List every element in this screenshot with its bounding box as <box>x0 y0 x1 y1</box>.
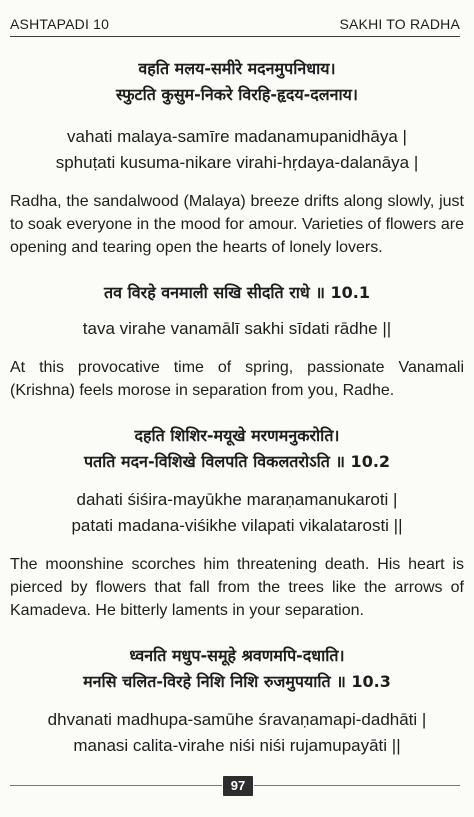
verse-block-3 <box>0 423 474 622</box>
translation-paragraph: Radha, the sandalwood (Malaya) breeze drifts along slowly, just to soak everyone in the mood for amour. Varieties of flowers are opening and tearing open the hearts of lonely lovers. <box>10 193 464 256</box>
verse-block-4 <box>0 643 474 759</box>
running-header <box>10 16 460 32</box>
transliteration-line: manasi calita-virahe niśi niśi rujamupayāti || <box>73 736 401 755</box>
devanagari-line: दहति शिशिर-मयूखे मरणमनुकरोति। <box>134 426 340 445</box>
footer-rule <box>254 785 460 786</box>
translation-paragraph: At this provocative time of spring, passionate Vanamali (Krishna) feels morose in separation from you, Radhe. <box>10 359 464 399</box>
header-rule <box>10 36 460 37</box>
devanagari-line: पतति मदन-विशिखे विलपति विकलतरोऽति ॥ 10.2 <box>83 452 391 471</box>
translation-paragraph: The moonshine scorches him threatening death. His heart is pierced by flowers that fall from the trees like the arrows of Kamadeva. He bitterly laments in your separation. <box>10 556 464 619</box>
transliteration-line: patati madana-viśikhe vilapati vikalatarosti || <box>71 516 403 535</box>
transliteration-line: vahati malaya-samīre madanamupanidhāya | <box>67 127 407 146</box>
verse-block-2 <box>0 280 474 402</box>
footer-rule <box>10 785 222 786</box>
page-content <box>0 56 474 759</box>
header-section: SAKHI TO RADHA <box>339 16 460 32</box>
devanagari-line: स्फुटति कुसुम-निकरे विरहि-हृदय-दलनाय। <box>116 85 358 104</box>
verse-block-1 <box>0 56 474 259</box>
transliteration-line: dahati śiśira-mayūkhe maraṇamanukaroti | <box>76 490 398 509</box>
devanagari-line: वहति मलय-समीरे मदनमुपनिधाय। <box>138 59 336 78</box>
transliteration-line: sphuṭati kusuma-nikare virahi-hṛdaya-dalanāya | <box>55 153 419 172</box>
page-number: 97 <box>223 776 253 796</box>
devanagari-line: मनसि चलित-विरहे निशि निशि रुजमुपयाति ॥ 10.3 <box>83 672 391 691</box>
transliteration-line: tava virahe vanamālī sakhi sīdati rādhe || <box>82 319 392 338</box>
transliteration-line: dhvanati madhupa-samūhe śravaṇamapi-dadhāti | <box>47 710 427 729</box>
devanagari-line: तव विरहे वनमाली सखि सीदति राधे ॥ 10.1 <box>104 283 370 302</box>
devanagari-line: ध्वनति मधुप-समूहे श्रवणमपि-दधाति। <box>129 646 345 665</box>
header-chapter: ASHTAPADI 10 <box>10 16 110 32</box>
